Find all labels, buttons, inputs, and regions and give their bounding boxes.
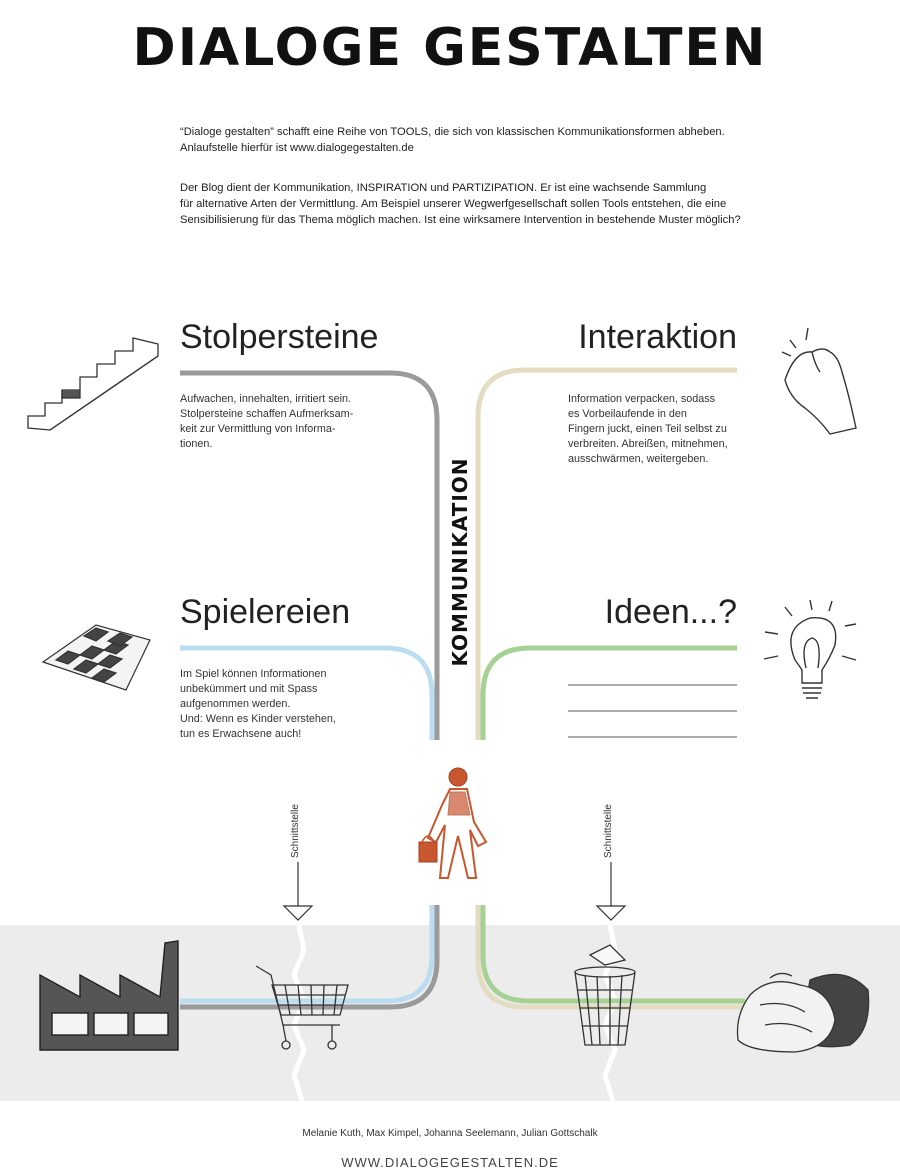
text-line: Information verpacken, sodass xyxy=(568,393,716,405)
text-spielereien xyxy=(180,667,410,742)
intro-line: Anlaufstelle hierfür ist www.dialogegestalten.de xyxy=(180,142,414,154)
text-line: Fingern juckt, einen Teil selbst zu xyxy=(568,423,727,435)
text-line: ausschwärmen, weitergeben. xyxy=(568,453,709,465)
text-line: Und: Wenn es Kinder verstehen, xyxy=(180,713,336,725)
heading-spielereien: Spielereien xyxy=(180,593,351,631)
factory-icon xyxy=(40,941,178,1050)
page-title: DIALOGE GESTALTEN xyxy=(132,18,768,78)
center-label-kommunikation: KOMMUNIKATION xyxy=(448,457,472,667)
line-ideen xyxy=(483,648,737,740)
heading-ideen: Ideen...? xyxy=(604,593,737,631)
text-line: keit zur Vermittlung von Informa- xyxy=(180,423,336,435)
lightbulb-icon xyxy=(764,600,856,698)
text-line: Im Spiel können Informationen xyxy=(180,668,327,680)
intro-line: Der Blog dient der Kommunikation, INSPIRATION und PARTIZIPATION. Er ist eine wachsende Sammlung xyxy=(180,182,707,194)
text-line: Stolpersteine schaffen Aufmerksam- xyxy=(180,408,354,420)
intro-line: für alternative Arten der Vermittlung. Am Beispiel unserer Wegwerfgesellschaft sollen Tools entstehen, die eine xyxy=(180,198,727,210)
arrow-left-icon xyxy=(284,862,312,920)
intro-line: “Dialoge gestalten” schafft eine Reihe von TOOLS, die sich von klassischen Kommunikationsformen abheben. xyxy=(180,126,725,138)
intro-line: Sensibilisierung für das Thema möglich machen. Ist eine wirksamere Intervention in bestehende Muster möglich? xyxy=(180,214,741,226)
line-lower-gray xyxy=(180,905,437,1007)
stairs-icon xyxy=(28,338,158,430)
text-line: aufgenommen werden. xyxy=(180,698,291,710)
text-stolpersteine xyxy=(180,392,410,452)
text-line: unbekümmert und mit Spass xyxy=(180,683,318,695)
website-link[interactable]: WWW.DIALOGEGESTALTEN.DE xyxy=(341,1155,559,1170)
schnittstelle-label-left: Schnittstelle xyxy=(290,804,301,858)
heading-interaktion: Interaktion xyxy=(578,318,737,356)
text-line: Aufwachen, innehalten, irritiert sein. xyxy=(180,393,352,405)
person-with-bag-icon xyxy=(419,768,486,878)
text-line: tun es Erwachsene auch! xyxy=(180,728,302,740)
chessboard-icon xyxy=(43,625,150,690)
text-interaktion xyxy=(568,392,768,467)
garbage-bags-icon xyxy=(738,973,869,1052)
text-line: verbreiten. Abreißen, mitnehmen, xyxy=(568,438,728,450)
cut-left xyxy=(294,925,304,1101)
text-line: tionen. xyxy=(180,438,213,450)
intro-paragraph-1 xyxy=(180,124,760,156)
credits: Melanie Kuth, Max Kimpel, Johanna Seelemann, Julian Gottschalk xyxy=(302,1128,598,1139)
arrow-right-icon xyxy=(597,862,625,920)
hand-icon xyxy=(782,328,856,434)
schnittstelle-label-right: Schnittstelle xyxy=(603,804,614,858)
heading-stolpersteine: Stolpersteine xyxy=(180,318,379,356)
line-lower-blue xyxy=(180,905,432,1001)
intro-paragraph-2 xyxy=(180,180,760,228)
text-line: es Vorbeilaufende in den xyxy=(568,408,687,420)
